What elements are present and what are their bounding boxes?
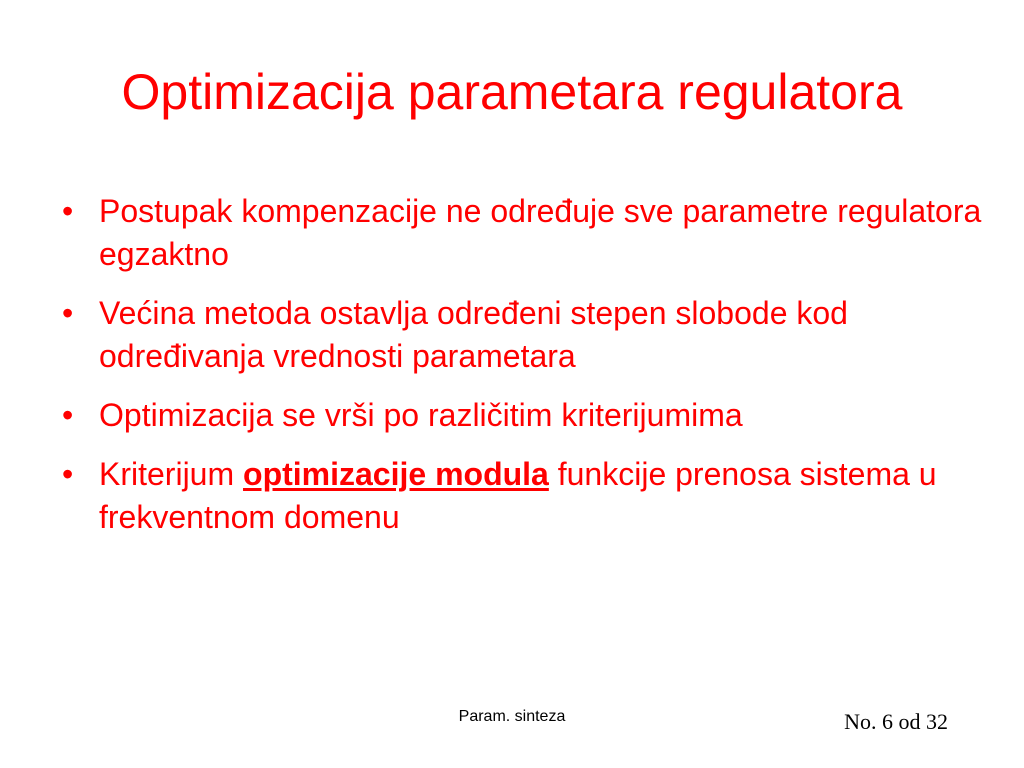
slide-title: Optimizacija parametara regulatora [121,64,903,120]
bullet-list [62,190,982,555]
bullet-text [99,456,937,535]
bullet-text-suffix: funkcije prenosa sistema u frekventnom domenu [99,456,937,535]
bullet-item [62,394,982,437]
bullet-item [62,292,982,378]
emphasized-term: optimizacije modula [243,456,549,492]
bullet-icon: • [62,193,74,229]
bullet-text-prefix: Kriterijum [99,456,244,492]
bullet-item [62,453,982,539]
bullet-item [62,190,982,276]
bullet-icon: • [62,397,74,433]
bullet-text: Optimizacija se vrši po različitim kriterijumima [99,397,743,433]
footer-title: Param. sinteza [458,708,566,725]
bullet-text: Većina metoda ostavlja određeni stepen slobode kod određivanja vrednosti parametara [99,295,848,374]
bullet-icon: • [62,295,74,331]
bullet-icon: • [62,456,74,492]
slide-number: No. 6 od 32 [844,709,948,734]
bullet-text: Postupak kompenzacije ne određuje sve parametre regulatora egzaktno [99,193,982,272]
